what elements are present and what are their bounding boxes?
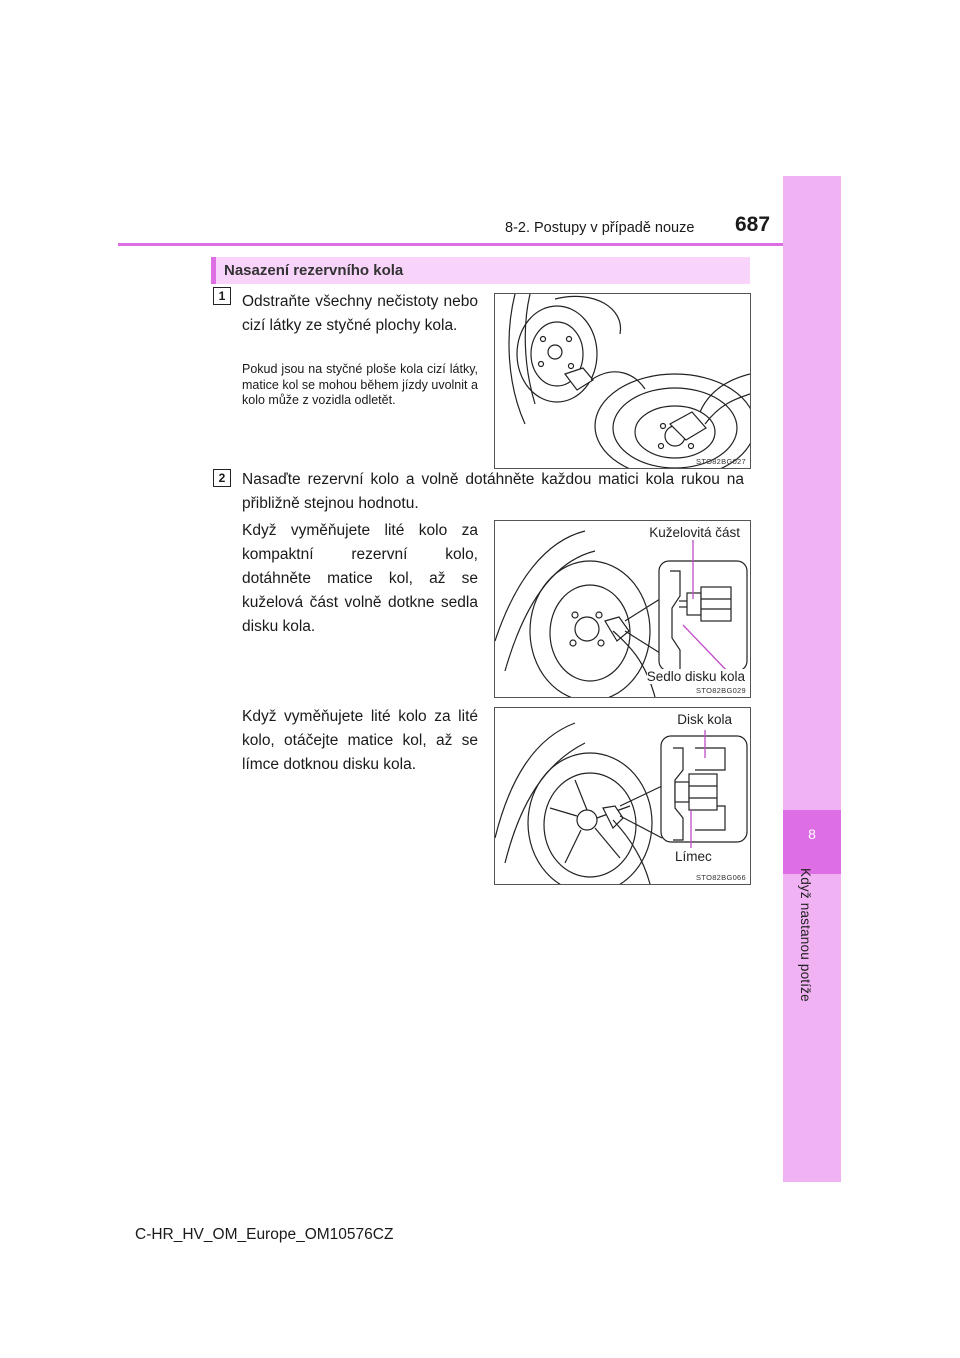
section-bar-accent: [211, 257, 216, 284]
chapter-title: Když nastanou potíže: [798, 868, 813, 1002]
step-number-1: 1: [213, 287, 231, 305]
figure-code: STO82BG066: [696, 873, 746, 882]
page-number: 687: [735, 213, 771, 236]
label-wheel-disc: Disk kola: [677, 712, 732, 727]
step-1-note: Pokud jsou na styčné ploše kola cizí látky, matice kol se mohou během jízdy uvolnit a kolo může z vozidla odletět.: [242, 362, 478, 407]
chapter-side-tab-active: [783, 810, 841, 874]
chapter-number: 8: [808, 826, 816, 842]
label-collar: Límec: [675, 849, 712, 864]
step-number-2: 2: [213, 469, 231, 487]
header-divider: [118, 243, 783, 246]
figure-code: STO82BG027: [696, 457, 746, 466]
label-cone-part: Kuželovitá část: [649, 525, 740, 540]
figure-code: STO82BG029: [696, 686, 746, 695]
footer-document-id: C-HR_HV_OM_Europe_OM10576CZ: [135, 1226, 394, 1243]
step-2-sub-1-text: Když vyměňujete lité kolo za kompaktní rezervní kolo, dotáhněte matice kol, až se kuželová část volně dotkne sedla disku kola.: [242, 522, 478, 635]
step-2-sub-2-text: Když vyměňujete lité kolo za lité kolo, otáčejte matice kol, až se límce dotknou disku kola.: [242, 708, 478, 773]
section-title: Nasazení rezervního kola: [224, 262, 404, 279]
step-1-text: Odstraňte všechny nečistoty nebo cizí látky ze styčné plochy kola.: [242, 293, 478, 334]
figure-alloy-wheel-nut: [494, 707, 751, 885]
header-section-title: 8-2. Postupy v případě nouze: [505, 220, 695, 236]
figure-clean-wheel-surface: [494, 293, 751, 469]
label-wheel-seat: Sedlo disku kola: [646, 669, 745, 684]
chapter-side-tab: [783, 176, 841, 1182]
figure-compact-spare-nut: [494, 520, 751, 698]
step-2-text: Nasaďte rezervní kolo a volně dotáhněte každou matici kola rukou na přibližně stejnou hodnotu.: [242, 471, 744, 512]
